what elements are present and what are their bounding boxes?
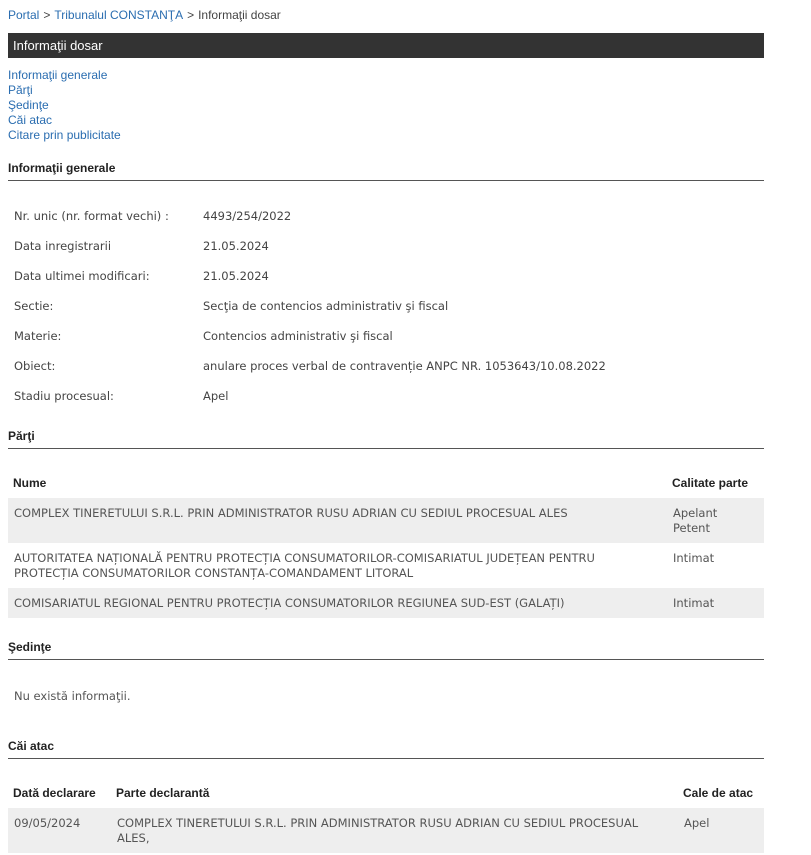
info-value: Contencios administrativ şi fiscal <box>203 329 393 343</box>
party-name: COMPLEX TINERETULUI S.R.L. PRIN ADMINISTRATOR RUSU ADRIAN CU SEDIUL PROCESUAL ALES <box>8 498 667 543</box>
breadcrumb-separator: > <box>43 8 51 22</box>
nav-link-cai-atac[interactable]: Căi atac <box>8 113 53 127</box>
nav-link-sedinte[interactable]: Şedinţe <box>8 98 49 112</box>
column-header-type: Cale de atac <box>683 786 754 800</box>
breadcrumb-current: Informaţii dosar <box>198 8 281 22</box>
info-label: Nr. unic (nr. format vechi) : <box>14 209 169 223</box>
section-heading-general: Informaţii generale <box>8 161 764 181</box>
appeal-type: Apel <box>678 808 764 853</box>
breadcrumb <box>8 8 281 22</box>
info-value: anulare proces verbal de contravenție ANPC NR. 1053643/10.08.2022 <box>203 359 606 373</box>
party-role: Intimat <box>673 551 715 565</box>
info-value: 21.05.2024 <box>203 269 269 283</box>
info-label: Sectie: <box>14 299 54 313</box>
table-header-row <box>8 778 764 808</box>
nav-link-parti[interactable]: Părţi <box>8 83 33 97</box>
section-heading-cai-atac: Căi atac <box>8 739 764 759</box>
section-heading-parti: Părţi <box>8 429 764 449</box>
column-header-date: Dată declarare <box>13 786 96 800</box>
sedinte-empty-message: Nu există informaţii. <box>14 689 131 703</box>
section-nav <box>8 68 121 143</box>
info-label: Data ultimei modificari: <box>14 269 150 283</box>
info-value: 21.05.2024 <box>203 239 269 253</box>
column-header-name: Nume <box>13 476 47 490</box>
nav-link-general[interactable]: Informaţii generale <box>8 68 108 82</box>
nav-link-citare[interactable]: Citare prin publicitate <box>8 128 121 142</box>
appeal-party: COMPLEX TINERETULUI S.R.L. PRIN ADMINISTRATOR RUSU ADRIAN CU SEDIUL PROCESUAL ALES, <box>111 808 678 853</box>
info-label: Stadiu procesual: <box>14 389 114 403</box>
party-role: Intimat <box>667 588 764 618</box>
party-name: AUTORITATEA NAȚIONALĂ PENTRU PROTECȚIA CONSUMATORILOR-COMISARIATUL JUDEȚEAN PENTRU PROTECȚIA CONSUMATORILOR CONSTANȚA-COMANDAMENT LITORAL <box>14 551 595 580</box>
info-value: Secţia de contencios administrativ şi fiscal <box>203 299 449 313</box>
page-title: Informaţii dosar <box>13 38 103 53</box>
info-label: Data inregistrarii <box>14 239 112 253</box>
breadcrumb-court-link[interactable]: Tribunalul CONSTANŢA <box>54 8 184 22</box>
column-header-role: Calitate parte <box>672 476 749 490</box>
table-row <box>8 588 764 618</box>
party-role: Petent <box>673 521 710 535</box>
table-row <box>8 498 764 543</box>
info-label: Obiect: <box>14 359 56 373</box>
table-header-row <box>8 468 764 498</box>
section-heading-sedinte: Şedinţe <box>8 640 764 660</box>
appeal-date: 09/05/2024 <box>8 808 111 853</box>
parti-table <box>8 468 764 618</box>
info-value: 4493/254/2022 <box>203 209 292 223</box>
breadcrumb-separator: > <box>187 8 195 22</box>
table-row <box>8 808 764 853</box>
party-role: Apelant <box>673 506 718 520</box>
breadcrumb-portal-link[interactable]: Portal <box>8 8 40 22</box>
party-name: COMISARIATUL REGIONAL PENTRU PROTECȚIA CONSUMATORILOR REGIUNEA SUD-EST (GALAȚI) <box>8 588 667 618</box>
table-row <box>8 543 764 588</box>
cai-atac-table <box>8 778 764 853</box>
page-title-bar <box>8 33 764 58</box>
info-label: Materie: <box>14 329 62 343</box>
info-value: Apel <box>203 389 229 403</box>
column-header-party: Parte declarantă <box>116 786 210 800</box>
party-role-cell <box>667 498 764 543</box>
